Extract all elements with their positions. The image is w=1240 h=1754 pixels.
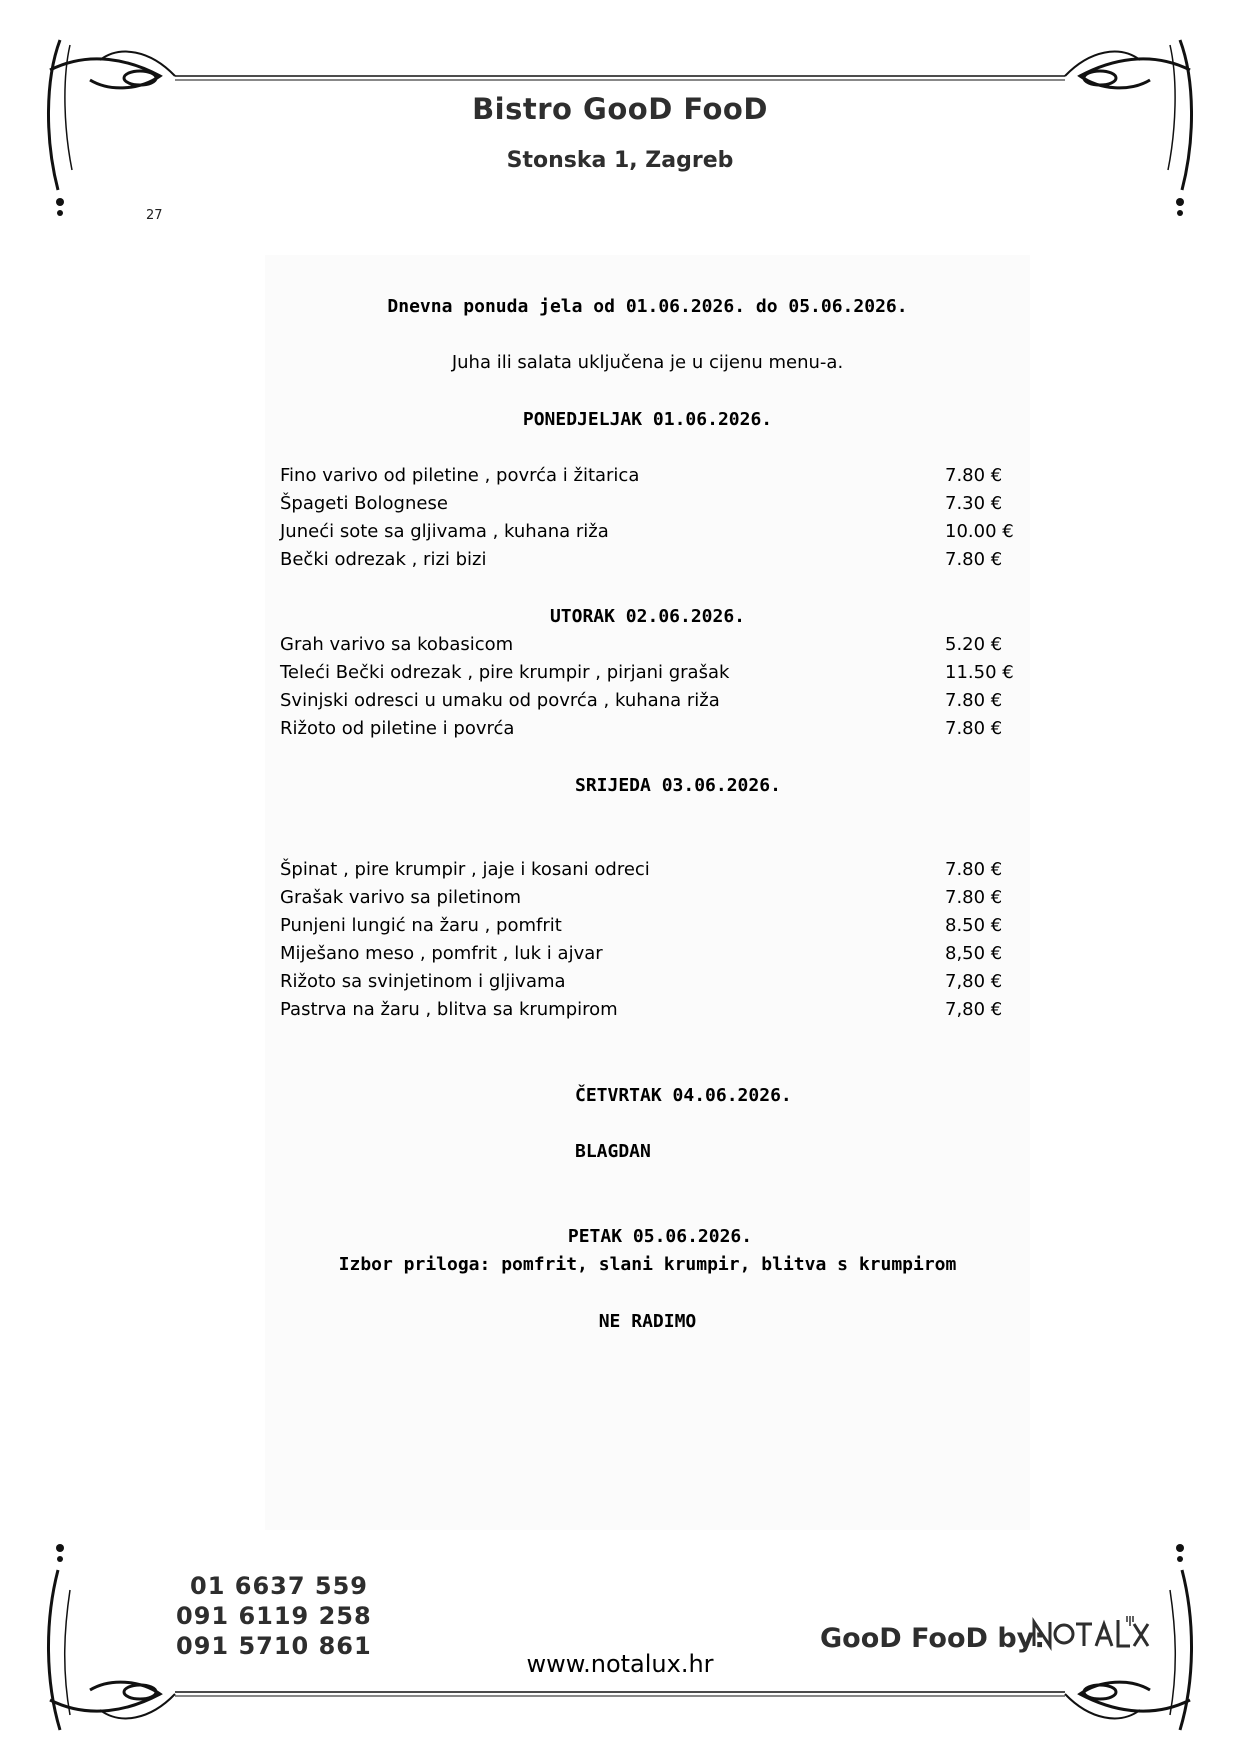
dish-name: Punjeni lungić na žaru , pomfrit: [280, 915, 562, 936]
dish-price: 10.00 €: [945, 521, 1014, 542]
restaurant-address: Stonska 1, Zagreb: [506, 148, 734, 173]
closed-note: NE RADIMO: [598, 1311, 697, 1332]
dish-name: Grašak varivo sa piletinom: [280, 887, 522, 908]
dish-price: 7,80 €: [945, 971, 1003, 992]
restaurant-name: Bistro GooD FooD: [472, 92, 768, 126]
dish-price: 7.80 €: [945, 549, 1003, 570]
footer-brand: GooD FooD by:: [820, 1623, 1046, 1654]
dish-price: 7.80 €: [945, 690, 1003, 711]
notalux-logo: [1030, 1612, 1150, 1652]
dish-price: 7.80 €: [945, 718, 1003, 739]
dish-name: Bečki odrezak , rizi bizi: [280, 549, 487, 570]
dish-name: Pastrva na žaru , blitva sa krumpirom: [280, 999, 618, 1020]
day-title-friday: PETAK 05.06.2026.: [567, 1226, 753, 1247]
sides-note: Izbor priloga: pomfrit, slani krumpir, blitva s krumpirom: [338, 1254, 957, 1275]
dish-name: Špinat , pire krumpir , jaje i kosani odreci: [280, 859, 650, 880]
dish-price: 7.30 €: [945, 493, 1003, 514]
dish-name: Grah varivo sa kobasicom: [280, 634, 514, 655]
phone-number: 01 6637 559: [190, 1572, 369, 1600]
holiday-note: BLAGDAN: [575, 1141, 651, 1162]
dish-name: Teleći Bečki odrezak , pire krumpir , pirjani grašak: [280, 662, 730, 683]
dish-price: 8.50 €: [945, 915, 1003, 936]
menu-note: Juha ili salata uključena je u cijenu menu-a.: [451, 352, 844, 373]
day-title-tuesday: UTORAK 02.06.2026.: [549, 606, 746, 627]
dish-price: 7.80 €: [945, 887, 1003, 908]
dish-price: 7,80 €: [945, 999, 1003, 1020]
dish-price: 8,50 €: [945, 943, 1003, 964]
dish-name: Juneći sote sa gljivama , kuhana riža: [280, 521, 609, 542]
dish-name: Miješano meso , pomfrit , luk i ajvar: [280, 943, 603, 964]
day-title-wednesday: SRIJEDA 03.06.2026.: [575, 775, 781, 796]
page-number: 27: [146, 208, 163, 223]
phone-number: 091 6119 258: [176, 1602, 372, 1630]
phone-number: 091 5710 861: [176, 1632, 372, 1660]
menu-heading: Dnevna ponuda jela od 01.06.2026. do 05.06.2026.: [387, 296, 908, 317]
dish-name: Svinjski odresci u umaku od povrća , kuhana riža: [280, 690, 720, 711]
dish-name: Rižoto od piletine i povrća: [280, 718, 515, 739]
dish-name: Rižoto sa svinjetinom i gljivama: [280, 971, 566, 992]
dish-name: Špageti Bolognese: [280, 493, 448, 514]
dish-price: 11.50 €: [945, 662, 1014, 683]
website-link[interactable]: www.notalux.hr: [526, 1650, 714, 1678]
day-title-monday: PONEDJELJAK 01.06.2026.: [522, 409, 773, 430]
dish-price: 5.20 €: [945, 634, 1003, 655]
day-title-thursday: ČETVRTAK 04.06.2026.: [575, 1085, 792, 1106]
dish-price: 7.80 €: [945, 859, 1003, 880]
dish-name: Fino varivo od piletine , povrća i žitarica: [280, 465, 640, 486]
dish-price: 7.80 €: [945, 465, 1003, 486]
